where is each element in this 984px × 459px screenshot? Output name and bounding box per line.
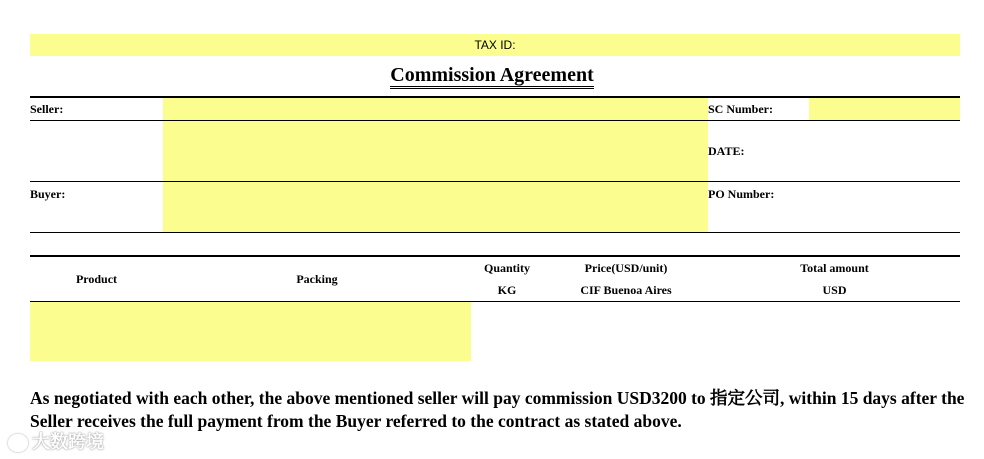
seller-field[interactable]: [163, 98, 708, 182]
watermark-logo-icon: [8, 434, 28, 452]
sc-number-field[interactable]: [809, 98, 960, 120]
buyer-field[interactable]: [163, 182, 708, 232]
seller-label: Seller:: [30, 102, 64, 116]
party-divider-1: [30, 120, 960, 121]
date-label: DATE:: [708, 144, 745, 158]
product-packing-field[interactable]: [30, 302, 471, 361]
document-title: [0, 64, 984, 89]
col-header-price: Price(USD/unit): [584, 261, 668, 275]
document-title-text: Commission Agreement: [390, 64, 594, 89]
party-bottom-rule: [30, 232, 960, 233]
party-divider-2: [30, 181, 960, 182]
col-header-quantity-unit: KG: [497, 283, 517, 297]
buyer-label: Buyer:: [30, 187, 66, 201]
col-header-quantity: Quantity: [483, 261, 530, 275]
commission-statement: As negotiated with each other, the above mentioned seller will pay commission USD3200 to 指定公司, within 15 days after the Seller receives the full payment from the Buyer referred to the contract as stated above.: [30, 388, 965, 431]
po-number-label: PO Number:: [708, 187, 775, 201]
col-header-price-terms: CIF Buenoa Aires: [580, 283, 672, 297]
tax-id-bar: [30, 34, 960, 56]
watermark: [8, 428, 104, 454]
col-header-total: Total amount: [800, 261, 869, 275]
tax-id-label: TAX ID:: [474, 38, 516, 52]
watermark-text: 大数跨境: [32, 432, 104, 453]
col-header-packing: Packing: [296, 272, 338, 286]
sc-number-label: SC Number:: [708, 102, 773, 116]
col-header-total-currency: USD: [822, 283, 847, 297]
col-header-product: Product: [75, 272, 118, 286]
table-top-rule: [30, 255, 960, 257]
